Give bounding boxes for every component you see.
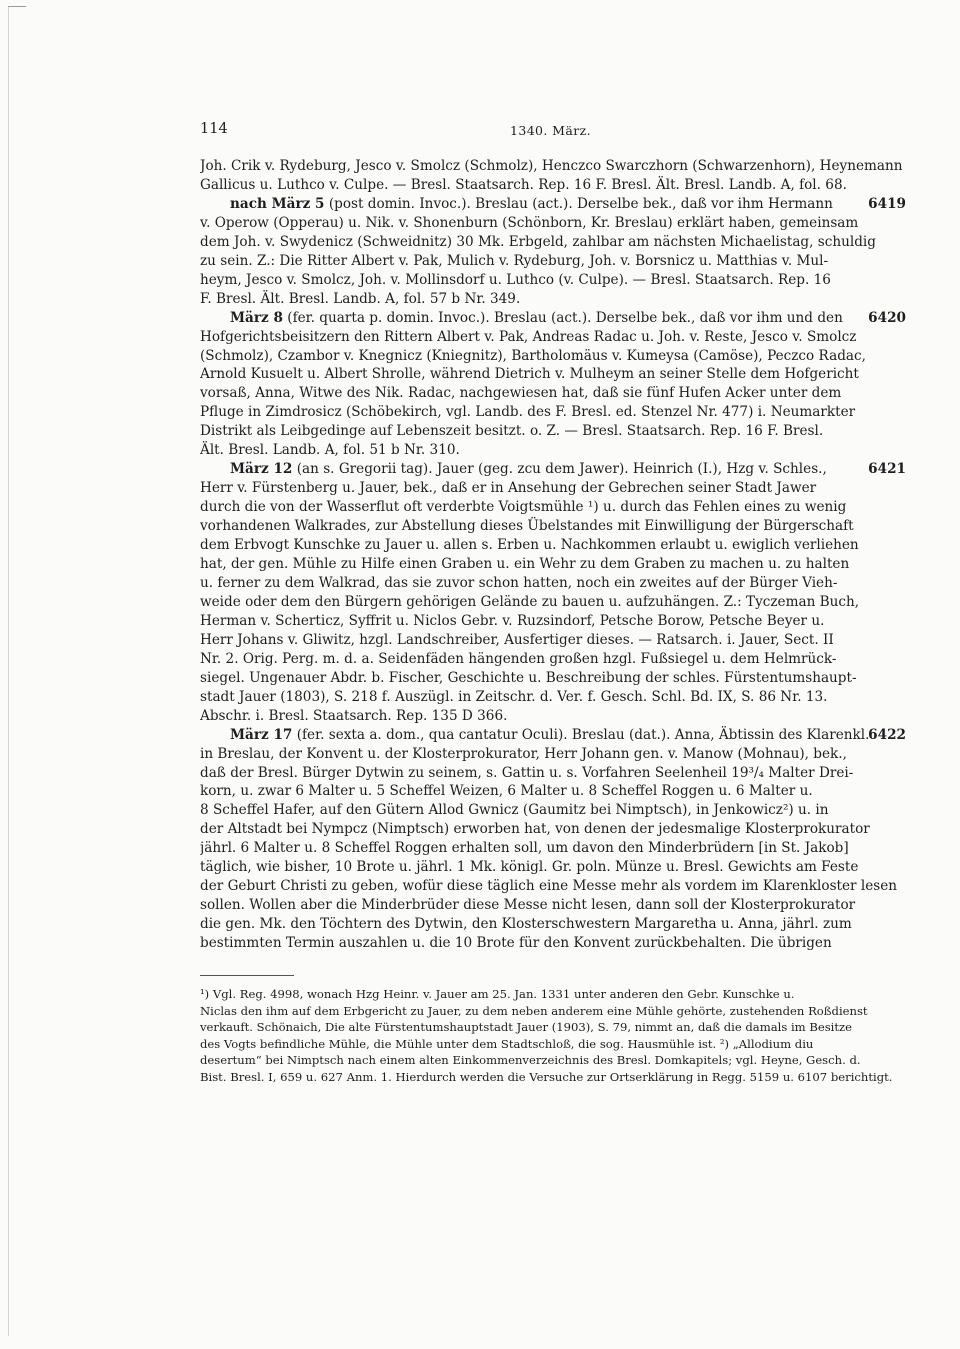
- entry-date: März 8: [230, 309, 283, 326]
- text-line: Abschr. i. Bresl. Staatsarch. Rep. 135 D 366.: [200, 707, 508, 724]
- footnotes: [200, 986, 906, 1086]
- text-line: v. Operow (Opperau) u. Nik. v. Shonenburn (Schönborn, Kr. Breslau) erklärt haben, gemeinsam: [200, 214, 859, 231]
- footnote-line: desertum“ bei Nimptsch nach einem alten Einkommenverzeichnis des Bresl. Domkapitels; vgl. Heyne, Gesch. d.: [200, 1053, 861, 1068]
- register-number: 6420: [868, 309, 906, 326]
- text-line: Nr. 2. Orig. Perg. m. d. a. Seidenfäden hängenden großen hzgl. Fußsiegel u. dem Helmrück-: [200, 650, 837, 667]
- register-number: 6419: [868, 195, 906, 212]
- text-line: Pfluge in Zimdrosicz (Schöbekirch, vgl. Landb. des F. Bresl. ed. Stenzel Nr. 477) i. Neumarkter: [200, 404, 856, 421]
- text-line: die gen. Mk. den Töchtern des Dytwin, den Klosterschwestern Margaretha u. Anna, jährl. zum: [200, 916, 852, 933]
- entry-6420: [200, 309, 906, 461]
- entry-6421: [200, 460, 906, 725]
- text-line: vorsaß, Anna, Witwe des Nik. Radac, nachgewiesen hat, daß sie fünf Hufen Acker unter dem: [200, 385, 842, 402]
- running-head: 1340. März.: [510, 123, 591, 138]
- page-header: [200, 121, 906, 143]
- text-line: siegel. Ungenauer Abdr. b. Fischer, Geschichte u. Beschreibung der schles. Fürstentumshaupt-: [200, 669, 857, 686]
- text-line: jährl. 6 Malter u. 8 Scheffel Roggen erhalten soll, um davon den Minderbrüdern [in St. Jakob]: [200, 840, 849, 857]
- text-line: Arnold Kusuelt u. Albert Shrolle, während Dietrich v. Mulheym an seiner Stelle dem Hofgericht: [200, 366, 859, 383]
- text-line: stadt Jauer (1803), S. 218 f. Auszügl. in Zeitschr. d. Ver. f. Gesch. Schl. Bd. IX, S. 86 Nr. 13.: [200, 688, 828, 705]
- text-line: weide oder dem den Bürgern gehörigen Gelände zu bauen u. aufzuhängen. Z.: Tyczeman Buch,: [200, 593, 860, 610]
- text-line: durch die von der Wasserflut oft verderbte Voigtsmühle ¹) u. durch das Fehlen eines zu wenig: [200, 499, 847, 516]
- entry-continuation: [200, 157, 906, 195]
- scan-corner-mark: [8, 6, 26, 7]
- text-line: 8 Scheffel Hafer, auf den Gütern Allod Gwnicz (Gaumitz bei Nimptsch), in Jenkowicz²) u. in: [200, 802, 829, 819]
- entry-date: März 12: [230, 461, 293, 478]
- footnote-line: des Vogts befindliche Mühle, die Mühle unter dem Stadtschloß, die sog. Hausmühle ist. ²) „Allodium diu: [200, 1036, 814, 1051]
- footnote-line: verkauft. Schönaich, Die alte Fürstentumshauptstadt Jauer (1903), S. 79, nimmt an, daß die damals im Besitze: [200, 1020, 853, 1035]
- entry-text: (fer. sexta a. dom., qua cantatur Oculi). Breslau (dat.). Anna, Äbtissin des Klarenkl.: [296, 726, 870, 743]
- text-line: Gallicus u. Luthco v. Culpe. — Bresl. Staatsarch. Rep. 16 F. Bresl. Ält. Bresl. Landb. A, fol. 68.: [200, 176, 847, 193]
- text-line: bestimmten Termin auszahlen u. die 10 Brote für den Konvent zurückbehalten. Die übrigen: [200, 935, 832, 952]
- text-line: korn, u. zwar 6 Malter u. 5 Scheffel Weizen, 6 Malter u. 8 Scheffel Roggen u. 6 Malter u.: [200, 783, 813, 800]
- footnote-line: ¹) Vgl. Reg. 4998, wonach Hzg Heinr. v. Jauer am 25. Jan. 1331 unter anderen den Gebr. Kunschke u.: [200, 987, 795, 1002]
- register-number: 6421: [868, 461, 906, 478]
- entry-first-line: [200, 460, 906, 479]
- register-number: 6422: [868, 726, 906, 743]
- footnote-line: Bist. Bresl. I, 659 u. 627 Anm. 1. Hierdurch werden die Versuche zur Ortserklärung in Regg. 5159 u. 6107 berichtigt.: [200, 1070, 893, 1084]
- text-line: in Breslau, der Konvent u. der Klosterprokurator, Herr Johann gen. v. Manow (Mohnau), bek.,: [200, 745, 847, 762]
- text-line: dem Joh. v. Swydenicz (Schweidnitz) 30 Mk. Erbgeld, zahlbar am nächsten Michaelistag, schuldig: [200, 233, 876, 250]
- text-line: (Schmolz), Czambor v. Knegnicz (Kniegnitz), Bartholomäus v. Kumeysa (Camöse), Peczco Radac,: [200, 347, 866, 364]
- entry-text: (post domin. Invoc.). Breslau (act.). Derselbe bek., daß vor ihm Hermann: [328, 195, 833, 212]
- text-line: Ält. Bresl. Landb. A, fol. 51 b Nr. 310.: [200, 442, 460, 459]
- text-line: täglich, wie bisher, 10 Brote u. jährl. 1 Mk. königl. Gr. poln. Münze u. Bresl. Gewichts am Feste: [200, 859, 859, 876]
- text-line: der Altstadt bei Nympcz (Nimptsch) erworben hat, von denen der jedesmalige Klosterprokurator: [200, 821, 870, 838]
- main-text: [200, 157, 906, 1086]
- entry-first-line: [200, 726, 906, 745]
- text-line: heym, Jesco v. Smolcz, Joh. v. Mollinsdorf u. Luthco (v. Culpe). — Bresl. Staatsarch. Rep. 16: [200, 271, 831, 288]
- entry-text: (fer. quarta p. domin. Invoc.). Breslau (act.). Derselbe bek., daß vor ihm und den: [287, 309, 843, 326]
- text-line: sollen. Wollen aber die Minderbrüder diese Messe nicht lesen, dann soll der Klosterprokurator: [200, 897, 856, 914]
- entry-first-line: [200, 309, 906, 328]
- text-line: Herr Johans v. Gliwitz, hzgl. Landschreiber, Ausfertiger dieses. — Ratsarch. i. Jauer, Sect. II: [200, 631, 834, 648]
- text-line: dem Erbvogt Kunschke zu Jauer u. allen s. Erben u. Nachkommen erlaubt u. ewiglich verliehen: [200, 537, 859, 554]
- text-line: der Geburt Christi zu geben, wofür diese täglich eine Messe mehr als vordem im Klarenkloster lesen: [200, 878, 898, 895]
- entry-date: nach März 5: [230, 195, 325, 212]
- entry-6422: [200, 726, 906, 953]
- text-line: Joh. Crik v. Rydeburg, Jesco v. Smolcz (Schmolz), Henczco Swarczhorn (Schwarzenhorn), Heynemann: [200, 158, 903, 174]
- entry-first-line: [200, 195, 906, 214]
- text-line: Hofgerichtsbeisitzern den Rittern Albert v. Pak, Andreas Radac u. Joh. v. Reste, Jesco v. Smolcz: [200, 328, 857, 345]
- text-line: zu sein. Z.: Die Ritter Albert v. Pak, Mulich v. Rydeburg, Joh. v. Borsnicz u. Matthias v. Mul-: [200, 252, 829, 269]
- entry-text: (an s. Gregorii tag). Jauer (geg. zcu dem Jawer). Heinrich (I.), Hzg v. Schles.,: [296, 461, 827, 478]
- page-number: 114: [200, 121, 228, 137]
- text-line: Herman v. Scherticz, Syffrit u. Niclos Gebr. v. Ruzsindorf, Petsche Borow, Petsche Beyer u.: [200, 612, 825, 629]
- entry-6419: [200, 195, 906, 309]
- entry-date: März 17: [230, 726, 293, 743]
- footnote-line: Niclas den ihm auf dem Erbgericht zu Jauer, zu dem neben anderem eine Mühle gehörte, zustehenden Roßdienst: [200, 1003, 868, 1018]
- text-line: u. ferner zu dem Walkrad, das sie zuvor schon hatten, noch ein zweites auf der Bürger Vieh-: [200, 574, 838, 591]
- text-line: F. Bresl. Ält. Bresl. Landb. A, fol. 57 b Nr. 349.: [200, 290, 521, 307]
- scan-margin-line: [8, 6, 9, 1336]
- text-line: Herr v. Fürstenberg u. Jauer, bek., daß er in Ansehung der Gebrechen seiner Stadt Jawer: [200, 480, 817, 497]
- text-line: vorhandenen Walkrades, zur Abstellung dieses Übelstandes mit Einwilligung der Bürgerschaft: [200, 518, 854, 535]
- footnote-divider: [200, 975, 294, 976]
- text-line: hat, der gen. Mühle zu Hilfe einen Graben u. ein Wehr zu dem Graben zu machen u. zu halten: [200, 556, 850, 573]
- text-line: Distrikt als Leibgedinge auf Lebenszeit besitzt. o. Z. — Bresl. Staatsarch. Rep. 16 F. Bresl.: [200, 423, 824, 440]
- text-line: daß der Bresl. Bürger Dytwin zu seinem, s. Gattin u. s. Vorfahren Seelenheil 19³/₄ Malter Drei-: [200, 764, 854, 781]
